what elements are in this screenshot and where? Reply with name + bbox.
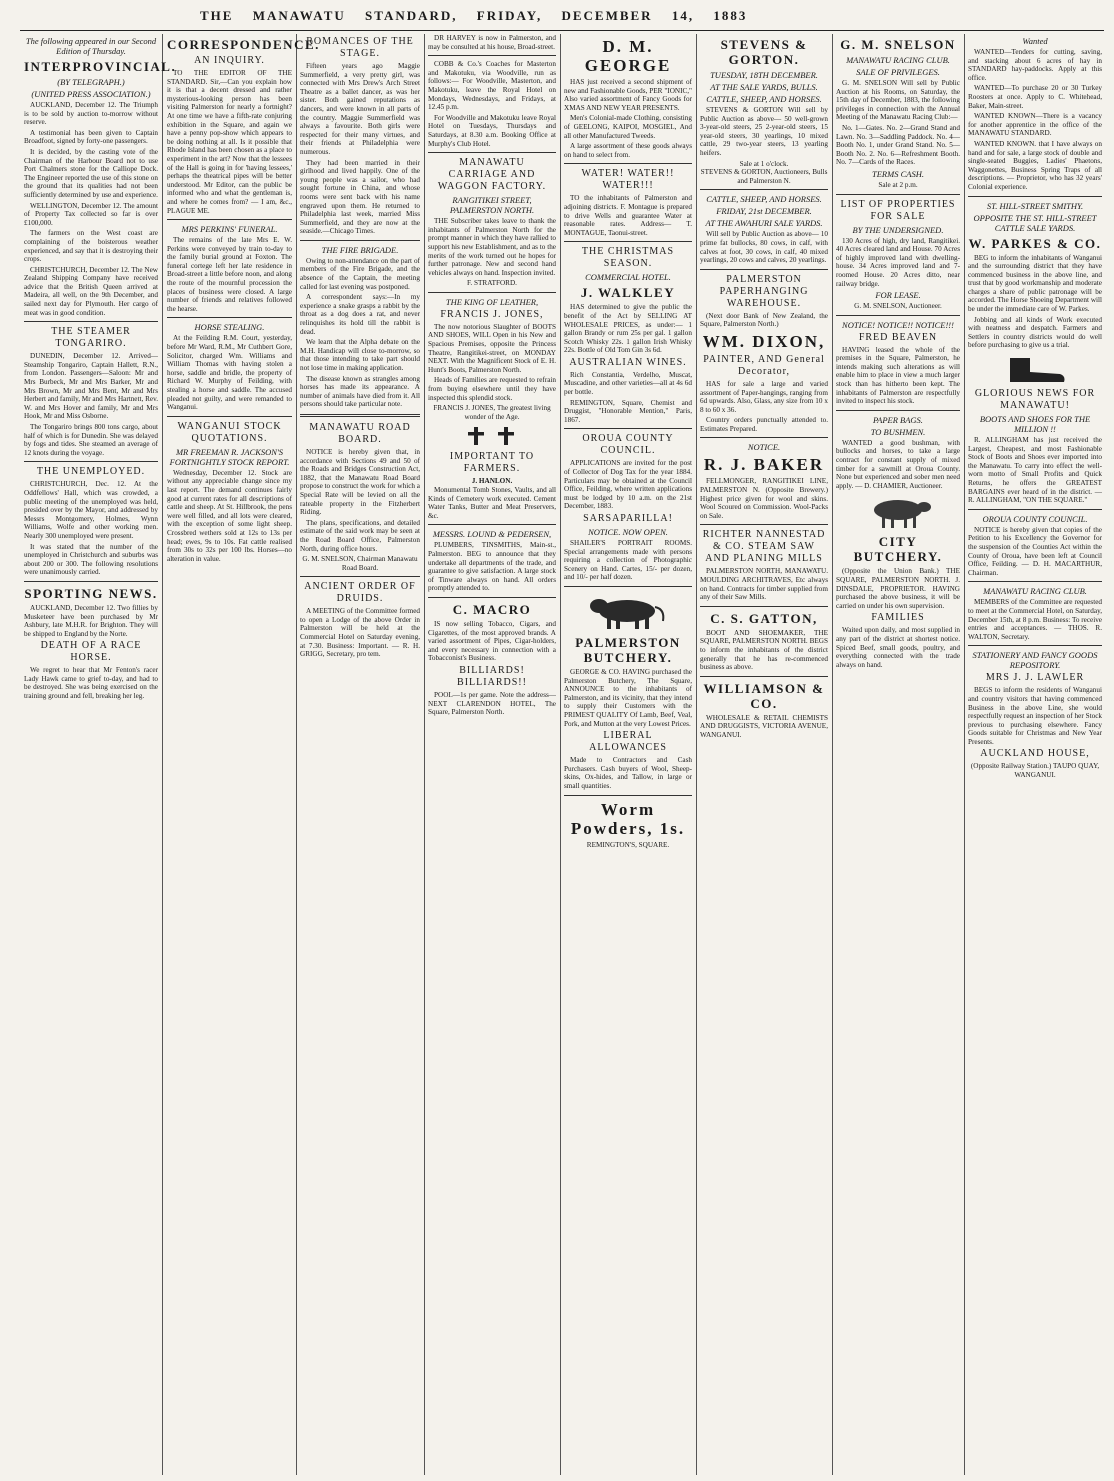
ad-signature: G. M. SNELSON, Chairman Manawatu Road Board. [302,555,418,572]
divider [167,317,292,318]
news-paragraph: WELLINGTON, December 12. The amount of Property Tax collected so far is over £100,000. [24,201,158,227]
column-divider [696,34,697,1475]
column-auctions-2 [836,34,960,1475]
ad-paragraph: NOTICE is hereby given that, in accordance with Sections 49 and 50 of the Roads and Bridges Construction Act, 1882, that the Manawatu Road Board propose to construct the work for which a Special Rate will be levied on all the rateable property in the Fitzherbert Riding. [300,447,420,517]
masthead-word: 1883 [713,8,748,23]
ad-paragraph: (Next door Bank of New Zealand, the Square, Palmerston North.) [700,311,828,329]
ad-paragraph: Will sell by Public Auction as above— 10 prime fat bullocks, 80 cows, in calf, with calves at foot, 30 cows, in calf, 40 mixed yearlings, 20 cows and calves, 20 yearlings. [700,230,828,265]
ad-heading: WATER! WATER!! WATER!!! [581,168,675,192]
ad-paragraph: DR HARVEY is now in Palmerston, and may be consulted at his house, Broad-street. [428,34,556,51]
divider [428,292,556,293]
ad-title: R. J. BAKER [703,455,825,475]
telegraph-tag: (BY TELEGRAPH.) [57,77,125,87]
divider [428,524,556,525]
ad-subheading: OPPOSITE THE ST. HILL-STREET CATTLE SALE YARDS. [973,212,1097,233]
ad-subheading: BY THE UNDERSIGNED. [852,224,944,235]
column-divider [832,34,833,1475]
ad-paragraph: WANTED KNOWN. that I have always on hand and for sale, a large stock of double and single-seated Buggies, Ladies' Phaetons, Waggonettes, Business Spring Traps of all descriptions. — Proprietor, who has 32 years' Colonial experience. [968,139,1102,191]
ad-paragraph: WANTED—Tenders for cutting, saving, and stacking about 6 acres of hay in STANDARD hay-paddocks. Apply at this office. [968,48,1102,82]
cross-icon [428,425,556,447]
ad-heading: WILLIAMSON & CO. [703,680,825,711]
ad-paragraph: 130 Acres of high, dry land, Rangitikei. 40 Acres cleared land and House. 70 Acres of highly improved land with dwelling-house. 34 Acres improved land and 7-roomed House. 20 Acres ditto, near railway bridge. [836,236,960,288]
ad-heading: THE KING OF LEATHER, [445,296,539,307]
ad-paragraph: Made to Contractors and Cash Purchasers. Cash buyers of Wool, Sheep-skins, Ox-hides, and Tallow, in large or small quantities. [564,756,692,790]
ad-paragraph: A large assortment of these goods always on hand to select from. [564,142,692,159]
news-paragraph: A testimonial has been given to Captain Broadfoot, signed by forty-one passengers. [24,128,158,146]
ad-heading: MESSRS. LOUND & PEDERSEN, [432,529,552,540]
ad-signature: REMINGTON'S, SQUARE. [586,840,670,849]
column-divider [296,34,297,1475]
letter-paragraph: TO THE EDITOR OF THE STANDARD. Sir,—Can you explain how it is that a decent dressed and rather mysterious-looking person has been visiting Palmerston for nearly a fortnight? At one time we have a fifth-rate conjuring exhibition in the Square, and again we have a penny pop-show which appears to be doing nothing at all. Is it possible that Rhode Island has been chosen as a place to experiment in the art? Now that the lessees of the Hall is going in for 'having lessees,' perhaps the theatrical pipes will be better understood. Mr Editor, can the public be informed who and what the gentleman is, and where he comes from? — I am, &c., PLAGUE ME. [167,69,292,215]
column-auctions-1 [700,34,828,1475]
ad-paragraph: COBB & Co.'s Coaches for Masterton and Makotuku, via Woodville, run as follows:— For Woodville, Masterton, and Makotuku, leave the Royal Hotel on Mondays, Wednesdays, and Fridays, at 12.45 p.m. [428,60,556,112]
article-heading: SPORTING NEWS. [24,585,158,601]
ad-heading: MRS J. J. LAWLER [985,672,1085,684]
ad-subheading: NOTICE. [747,442,781,453]
ad-paragraph: Monumental Tomb Stones, Vaults, and all Kinds of Cemetery work executed. Cement Water Tanks, Butter and Meat Preservers, &c. [428,486,556,520]
ad-paragraph: For Woodville and Makotuku leave Royal Hotel on Tuesdays, Thursdays and Saturdays, at 8.30 a.m. Booking Office at Murphy's Club Hotel. [428,113,556,148]
divider [24,581,158,582]
ad-paragraph: Sale at 1 o'clock. [739,159,789,168]
ad-heading: MANAWATU ROAD BOARD. [309,421,411,445]
divider [24,321,158,322]
ad-subheading: MANAWATU RACING CLUB. [983,586,1087,597]
column-ads-1 [428,34,556,1475]
masthead-rule [20,30,1104,31]
ad-heading: PALMERSTON BUTCHERY. [575,634,681,665]
ad-subheading: RANGITIKEI STREET, PALMERSTON NORTH. [449,195,535,216]
divider [968,509,1102,510]
column-divider [964,34,965,1475]
masthead-word: STANDARD, [365,8,458,23]
ad-signature: J. HANLON. [471,477,513,486]
ad-heading: FRANCIS J. JONES, [440,308,544,320]
ad-paragraph: G. M. SNELSON Will sell by Public Auction at his Rooms, on Saturday, the 15th day of December, 1883, the following privileges in connection with the Annual Meeting of the Manawatu Racing Club:— [836,79,960,122]
masthead-title [200,8,1000,24]
news-paragraph: CHRISTCHURCH, Dec. 12. At the Oddfellows' Hall, which was crowded, a public meeting of the unemployed was held, presided over by the Mayor, and addressed by Messrs Montgomery, Holmes, Wynn Williams, Wolfe and other working men. Nearly 300 unemployed were present. [24,480,158,540]
ad-subheading: OROUA COUNTY COUNCIL. [982,513,1088,524]
section-title: Wanted [1022,36,1048,46]
ad-paragraph: WANTED KNOWN—There is a vacancy for another apprentice in the office of the MANAWATU STANDARD. [968,112,1102,138]
boot-illustration [968,354,1102,384]
ad-subheading: FRIDAY, 21st DECEMBER. [716,206,812,217]
news-paragraph: AUCKLAND, December 12. Two fillies by Musketeer have been purchased by Mr Ashbury, late M.H.R. for Brighton. They will be shipped to England by the Norte. [24,603,158,638]
ad-paragraph: PALMERSTON NORTH, MANAWATU. MOULDING ARCHITRAVES, Etc always on hand. Contracts for timber supplied from any of their Saw Mills. [700,567,828,602]
news-paragraph: Wednesday, December 12. Stock are without any appreciable change since my last report. The demand continues fairly good at current rates for all descriptions of cattle and sheep. At St. Hillbrook, the pens were well filled, and all lots were cleared, with the exception of some light sheep. Crossbred wethers sold at 12s to 13s per head; ewes, 9s to 10s. Fat cattle realised from 30s to 32s per 100 lbs. Horses—no alteration in value. [167,468,292,563]
news-paragraph: We learn that the Alpha debate on the M.H. Handicap will close to-morrow, so that those intending to take part should not lose time in making application. [300,338,420,372]
article-heading: THE UNEMPLOYED. [36,466,146,478]
section-title: INTERPROVINCIAL. [24,59,177,74]
ad-heading: AUSTRALIAN WINES. [569,356,687,368]
ad-heading: BILLIARDS! BILLIARDS!! [457,664,527,688]
ad-heading: FRED BEAVEN [858,331,938,343]
ad-subheading: FOR LEASE. [875,290,921,301]
divider [300,576,420,577]
ad-paragraph: A MEETING of the Committee formed to open a Lodge of the above Order in Palmerston will be held at the Commercial Hotel on Saturday evening, at 7.30. Business: Important. — R. H. GRIGG, Secretary, pro tem. [300,607,420,659]
ad-paragraph: Heads of Families are requested to refrain from buying elsewhere until they have inspected this splendid stock. [428,376,556,402]
ad-subheading: AT THE AWAHURI SALE YARDS. [705,218,823,229]
ad-paragraph: NOTICE is hereby given that copies of the Petition to his Excellency the Governor for the suspension of the Counties Act within the County of Oroua, have been left at Council Office, Feilding. — D. H. MACARTHUR, Chairman. [968,525,1102,577]
ad-subheading: BOOTS AND SHOES FOR THE MILLION !! [979,414,1091,435]
ad-paragraph: HAS just received a second shipment of new and Fashionable Goods, PER "IONIC," Also varied assortment of Fancy Goods for XMAS AND NEW YEAR PRESENTS. [564,78,692,112]
column-romances [300,34,420,1475]
ad-subheading: SALE OF PRIVILEGES. [856,67,940,77]
ad-paragraph: Men's Colonial-made Clothing, consisting of GEELONG, KAIPOI, MOSGIEL, And all other Manufactured Tweeds. [564,114,692,140]
ad-paragraph: REMINGTON, Square, Chemist and Druggist, "Honorable Mention," Paris, 1867. [564,398,692,424]
ad-paragraph: Rich Constantia, Verdelho, Muscat, Muscadine, and other varieties—all at 4s 6d per bottle. [564,370,692,397]
ad-subheading: CATTLE, SHEEP, AND HORSES. [706,94,822,104]
divider [167,219,292,220]
article-heading: THE FIRE BRIGADE. [321,244,399,255]
ad-subheading: ST. HILL-STREET SMITHY. [986,200,1084,211]
masthead-word: DECEMBER [561,8,653,23]
ad-heading: LIST OF PROPERTIES FOR SALE [840,198,956,222]
divider [700,524,828,525]
divider [428,597,556,598]
ad-heading: SARSAPARILLA! [583,513,673,524]
ad-paragraph: STEVENS & GORTON Will sell by Public Auction as above— 50 well-grown 3-year-old steers, 25 2-year-old steers, 15 year-old steers, 30 yearlings, 10 mixed cattle, 29 two-year steers, 13 yearling heifers. [700,106,828,157]
ad-subheading: AT THE SALE YARDS, BULLS. [710,82,818,92]
ad-paragraph: Waited upon daily, and most supplied in any part of the district at shortest notice. Spiced Beef, small goods, poultry, and everything connected with the trade always on hand. [836,626,960,669]
ad-heading: OROUA COUNTY COUNCIL. [582,433,674,457]
news-paragraph: The disease known as strangles among horses has made its appearance. A number of animals have died from it. All persons should take particular note. [300,374,420,409]
divider [564,241,692,242]
ad-paragraph: BOOT AND SHOEMAKER, THE SQUARE, PALMERSTON NORTH. BEGS to inform the inhabitants of the district generally that he has re-commenced business as above. [700,628,828,672]
ad-signature: STEVENS & GORTON, Auctioneers, Bulls and Palmerston N. [700,168,828,185]
column-divider [424,34,425,1475]
divider [428,55,556,56]
ad-heading: AUCKLAND HOUSE, [980,748,1090,760]
divider [24,461,158,462]
ad-paragraph: HAS determined to give the public the benefit of the Act by SELLING AT WHOLESALE PRICES, as under:— 1 gallon Brandy or rum 25s per gal. 1 gallon Scotch Whisky 22s. 1 gallon Irish Whisky 22s. Bottle of Old Tom Gin 3s 6d. [564,303,692,355]
ad-paragraph: BEG to inform the inhabitants of Wanganui and the surrounding district that they have commenced business in the above line, and trust that by good workmanship and moderate charges a share of public patronage will be accorded. The Horse Shoeing Department will be under the immediate care of W. Parkes. [968,253,1102,314]
ad-paragraph: THE Subscriber takes leave to thank the inhabitants of Palmerston North for the prompt manner in which they have rallied to support his new Establishment, and as to the merits of the work turned out he hopes for further patronage. New and second hand vehicles always on hand. Inspection invited. [428,217,556,277]
news-paragraph: Owing to non-attendance on the part of members of the Fire Brigade, and the absence of the Captain, the meeting called for last evening was postponed. [300,256,420,291]
ad-signature: F. STRATFORD. [467,279,517,288]
article-heading: WANGANUI STOCK QUOTATIONS. [177,420,282,444]
news-paragraph: AUCKLAND, December 12. The Triumph is to be sold by auction to-morrow without reserve. [24,101,158,127]
article-heading: AN INQUIRY. [194,55,265,66]
ad-paragraph: MEMBERS of the Committee are requested to meet at the Commercial Hotel, on Saturday, December 15th, at 8 p.m. Business: To receive entries and acceptances. — THOS. R. WALTON, Secretary. [968,598,1102,641]
ad-title: G. M. SNELSON [840,37,956,52]
ad-heading: PAINTER, AND General Decorator, [703,353,825,377]
news-paragraph: CHRISTCHURCH, December 12. The New Zealand Shipping Company have received advice that the British Queen arrived at Madeira, all well, on the 9th December, and sailed next day for Plymouth. Her cargo of meat was in good condition. [24,265,158,317]
ad-subheading: CATTLE, SHEEP, AND HORSES. [706,194,822,205]
ad-paragraph: FELLMONGER, RANGITIKEI LINE, PALMERSTON N. (Opposite Brewery.) Highest price given for wool and skins. Wool Scoured on Commission. Wool-Packs on Sale. [700,477,828,520]
divider [700,606,828,607]
ad-heading: LIBERAL ALLOWANCES [589,730,667,754]
ad-heading: J. WALKLEY [580,285,676,301]
ad-heading: PALMERSTON PAPERHANGING WAREHOUSE. [719,273,809,309]
ad-paragraph: APPLICATIONS are invited for the post of Collector of Dog Tax for the year 1884. Particulars may be obtained at the Council Office, Feilding, where written applications must be lodged by 10 a.m. on the 21st December, 1883. [564,459,692,511]
news-paragraph: The remains of the late Mrs E. W. Perkins were conveyed by train to-day to the family burial ground at Foxton. The funeral cortege left her late residence in Broad-street a little before noon, and along the route of the mournful procession the places of business were closed. A large number of friends and relatives followed the hearse. [167,236,292,313]
article-heading: ROMANCES OF THE STAGE. [306,36,414,59]
ad-heading: C. MACRO [452,601,532,617]
sheep-illustration [836,494,960,530]
article-subheading: MR FREEMAN R. JACKSON'S FORTNIGHTLY STOCK REPORT. [169,446,290,467]
ad-subheading: PAPER BAGS. [873,414,923,425]
ad-paragraph: IS now selling Tobacco, Cigars, and Cigarettes, of the most approved brands. A varied assortment of Pipes, Cigar-holders, and every necessary in connection with a Tobacconist's Business. [428,619,556,663]
ad-title: STEVENS & GORTON. [720,37,808,67]
agency-tag: (UNITED PRESS ASSOCIATION.) [31,89,151,99]
ad-paragraph: GEORGE & CO. HAVING purchased the Palmerston Butchery, The Square, ANNOUNCE to the inhabitants of Palmerston, and its vicinity, that they intend to supply their Customers with the PRIMEST QUALITY Of Lamb, Beef, Veal, Pork, and Mutton at the very Lowest Prices. [564,667,692,728]
section-title: CORRESPONDENCE. [167,37,320,52]
column-divider [162,34,163,1475]
ad-heading: THE CHRISTMAS SEASON. [581,246,675,270]
masthead-word: THE [200,8,234,23]
masthead-word: 14, [671,8,695,23]
column-divider [560,34,561,1475]
news-paragraph: It was stated that the number of the unemployed in Christchurch and suburbs was about 200 or 300. The following resolutions were unanimously carried. [24,542,158,577]
news-paragraph: It is decided, by the casting vote of the Chairman of the Harbour Board not to use Port Chalmers stone for the Calliope Dock. The Engineer reported the use of this stone on the ground that its qualities had not been sufficiently determined by use and experience. [24,147,158,199]
news-paragraph: Fifteen years ago Maggie Summerfield, a very pretty girl, was connected with Mrs Drew's Arch Street Theatre as a ballet dancer, as was her sister. Both gained reputations as dancers, and were known in all parts of the country. Maggie Summerfield was always a favourite. Both girls were respected for their many virtues, and their friends at Philadelphia were numerous. [300,62,420,156]
ad-paragraph: Sale at 2 p.m. [878,180,918,189]
ad-subheading: TERMS CASH. [872,168,924,179]
ad-signature: FRANCIS J. JONES, The greatest living wonder of the Age. [433,404,551,421]
ad-subheading: STATIONERY AND FANCY GOODS REPOSITORY. [972,650,1098,671]
ad-paragraph: The now notorious Slaughter of BOOTS AND SHOES, WILL Open in his New and Spacious Premises, opposite the Princess Theatre, Rangitikei-street, on MONDAY NEXT. With the Magnificent Stock of E. H. Hunt's Boots, Palmerston North. [428,322,556,374]
article-heading: DEATH OF A RACE HORSE. [40,640,142,664]
masthead [0,0,1114,30]
ad-subheading: MANAWATU RACING CLUB. [846,55,950,65]
ad-paragraph: R. ALLINGHAM has just received the Largest, Cheapest, and most Fashionable Stock of Boots and Shoes ever imported into the Manawatu. To carry into effect the well-worn motto of Small Profits and Quick Returns, he offers the GREATEST BARGAINS ever heard of in the district. — R. ALLINGHAM, "ON THE SQUARE." [968,436,1102,505]
ad-heading: FAMILIES [871,612,925,624]
news-paragraph: The Tongariro brings 800 tons cargo, about half of which is for Dunedin. She was delayed by fogs and tides. She steamed an average of 12 knots during the voyage. [24,423,158,457]
news-paragraph: The farmers on the West coast are complaining of the boisterous weather experienced, and say that it is destroying their crops. [24,229,158,264]
ad-heading: RICHTER NANNESTAD & CO. STEAM SAW AND PLANING MILLS [702,529,826,565]
ad-paragraph: (Opposite the Union Bank.) THE SQUARE, PALMERSTON NORTH. J. DINSDALE, PROPRIETOR. HAVING purchased the above business, it will be carried on under his own supervision. [836,567,960,610]
divider [968,581,1102,582]
news-paragraph: We regret to hear that Mr Fenton's racer Lady Hawk came to grief to-day, and had to be destroyed. She was being exercised on the training ground and fell, breaking her leg. [24,666,158,701]
column-wanted [968,34,1102,1475]
divider [167,416,292,417]
masthead-word: FRIDAY, [476,8,543,23]
ad-subheading: TUESDAY, 18TH DECEMBER. [710,70,818,80]
divider [300,240,420,241]
article-heading: MRS PERKINS' FUNERAL. [181,224,278,235]
ad-paragraph: (Opposite Railway Station.) TAUPO QUAY, WANGANUI. [970,762,1100,780]
ad-heading: ANCIENT ORDER OF DRUIDS. [304,581,416,605]
column-ads-2 [564,34,692,1475]
news-paragraph: DUNEDIN, December 12. Arrived—Steamship Tongariro, Captain Hallett, R.N., from London. Passengers—Saloon: Mr and Mrs Burbeck, Mr and Mrs Barker, Mr and Mrs Brown, Mr and Mrs Bent, Mr and Mrs Herbert and family, Mr and Mrs Hartnett, Rev. W. and Mrs Hover and family, Mr and Mrs Hook, Mr and Miss Osborne. [24,352,158,421]
ad-paragraph: BEGS to inform the residents of Wanganui and country visitors that having commenced Business in the above Line, she would respectfully request an inspection of her Stock previous to purchasing elsewhere. Fancy Goods suitable for Christmas and New Year Presents. [968,686,1102,746]
ad-paragraph: WHOLESALE & RETAIL CHEMISTS AND DRUGGISTS, VICTORIA AVENUE, WANGANUI. [700,713,828,739]
ad-signature: G. M. SNELSON, Auctioneer. [854,302,942,311]
column-interprovincial [24,34,177,1475]
divider [700,676,828,677]
divider [700,189,828,190]
ad-paragraph: The plans, specifications, and detailed estimate of the said work may be seen at the Road Board Office, Palmerston North, during office hours. [300,518,420,553]
ad-heading: W. PARKES & CO. [968,235,1102,251]
bull-illustration [564,591,692,631]
divider [968,645,1102,646]
news-paragraph: They had been married in their girlhood and lived happily. One of the young people was a sailor, who had sought fortune in China, and whose rooms were sent back with his name engraved upon them. He returned to Philadelphia last week, married Miss Summerfield, and they are now at the seaside.—Chicago Times. [300,158,420,236]
ad-heading: NOTICE. NOW OPEN. [588,527,668,537]
ad-subheading: COMMERCIAL HOTEL. [585,272,671,283]
divider [968,196,1102,197]
ad-title: Worm Powders, 1s. [570,799,686,838]
ad-paragraph: Jobbing and all kinds of Work executed with neatness and despatch. Farmers and Settlers in country districts would do well before purchasing to give us a trial. [968,315,1102,350]
ad-paragraph: WANTED—To purchase 20 or 30 Turkey Roosters at once. Apply to C. Whitehead, Baker, Main-street. [968,84,1102,110]
article-heading: THE STEAMER TONGARIRO. [51,326,131,350]
divider [836,315,960,316]
divider [836,410,960,411]
ad-paragraph: WANTED a good bushman, with bullocks and horses, to take a large contract for constant supply of mixed timber for a sawmill at Oroua County. None but experienced and sober men need apply. — D. CHAMIER, Auctioneer. [836,438,960,490]
ad-heading: IMPORTANT TO FARMERS. [449,451,535,475]
masthead-word: MANAWATU [252,8,346,23]
ad-heading: C. S. GATTON, [710,610,818,626]
ad-heading: MANAWATU CARRIAGE AND WAGGON FACTORY. [437,157,547,193]
ad-paragraph: POOL—1s per game. Note the address— NEXT CLARENDON HOTEL, The Square, Palmerston North. [428,690,556,717]
ad-subheading: TO BUSHMEN. [870,426,926,437]
ad-paragraph: HAVING leased the whole of the premises in the Square, Palmerston, he intends making such alterations as will enable him to place in view a much larger stock than has hitherto been kept. The inhabitants of Palmerston are respectfully invited to inspect his stock. [836,345,960,406]
ad-paragraph: Country orders punctually attended to. Estimates Prepared. [700,416,828,433]
column-correspondence [167,34,320,1475]
ad-title: D. M. GEORGE [584,37,672,75]
article-heading: HORSE STEALING. [194,322,265,333]
ad-title: WM. DIXON, [702,331,826,351]
ad-heading: GLORIOUS NEWS FOR MANAWATU! [974,388,1096,412]
divider [700,269,828,270]
divider [300,414,420,417]
ad-paragraph: TO the inhabitants of Palmerston and adjoining districts. F. Montague is prepared to drive Wells and guarantee Water at reasonable rates. Address— T. MONTAGUE, Taonui-street. [564,194,692,237]
divider [428,152,556,153]
divider [564,163,692,164]
divider [836,194,960,195]
ad-heading: CITY BUTCHERY. [853,534,943,565]
news-paragraph: A correspondent says:—In my experience a snake grasps a rabbit by the throat as a dog does a rat, and never relinquishes its hold till the rabbit is dead. [300,293,420,336]
edition-note: The following appeared in our Second Edition of Thursday. [25,36,157,56]
ad-paragraph: PLUMBERS, TINSMITHS, Main-st., Palmerston. BEG to announce that they undertake all departments of the trade, and guarantee to give satisfaction. A large stock of Tinware always on hand. All orders promptly attended to. [428,541,556,593]
news-paragraph: At the Feilding R.M. Court, yesterday, before Mr Ward, R.M., Mr Cuthbert Gore, Solicitor, charged Wm. Williams and William Thomas with having stolen a horse, saddle and bridle, the property of Richard W. Murphy of Feilding, with stealing a horse and saddle. The accused pleaded not guilty, and were remanded to Wanganui. [167,334,292,412]
ad-paragraph: No. 1—Gates. No. 2—Grand Stand and Lawn. No. 3—Saddling Paddock. No. 4—Booth No. 1, under Grand Stand. No. 5—Booth No. 2. No. 6—Refreshment Booth. No. 7—Cards of the Races. [836,123,960,167]
ad-subheading: NOTICE! NOTICE!! NOTICE!!! [842,319,954,330]
ad-paragraph: HAS for sale a large and varied assortment of Paper-hangings, ranging from 6d upwards. Also, Glass, any size from 10 x 8 to 60 x 36. [700,379,828,414]
divider [564,586,692,587]
divider [564,428,692,429]
divider [564,795,692,796]
divider [700,437,828,438]
ad-paragraph: SHAILER'S PORTRAIT ROOMS. Special arrangements made with persons requiring a collection of Photographic Scenery on Hand. Cartes, 15/- per dozen, and 10/- per half dozen. [564,539,692,582]
